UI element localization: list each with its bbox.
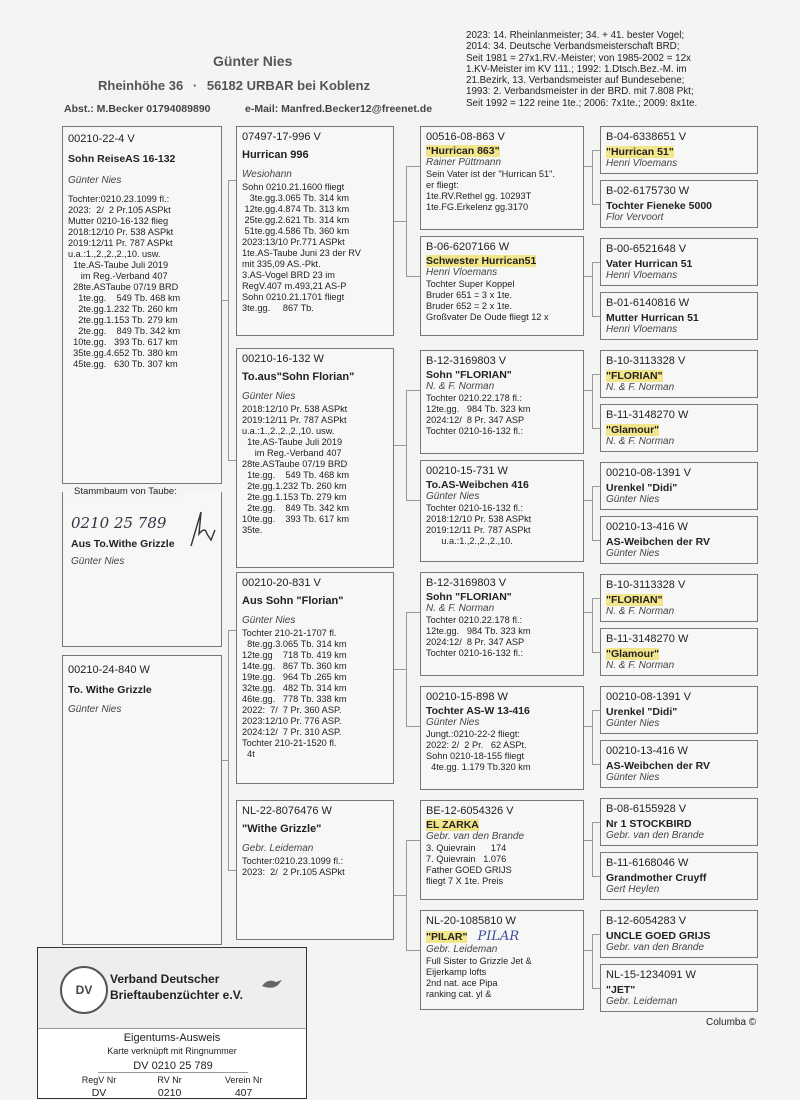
connector-line (406, 612, 407, 726)
achievement-line: 2023: 14. Rheinlanmeister; 34. + 41. bester Vogel; (466, 30, 685, 41)
ancestor-ring: NL-15-1234091 W (606, 969, 696, 981)
achievement-line: 1.KV-Meister im KV 111.; 1992: 1.Dtsch.Bez.-M. im (466, 63, 687, 75)
connector-line (406, 612, 420, 613)
ancestor-name-text: "Glamour" (606, 424, 660, 436)
great-grandparent-performance: Full Sister to Grizzle Jet & Eijerkamp lofts 2nd nat. ace Pipa ranking cat. yl & (426, 956, 532, 999)
connector-line (592, 150, 600, 151)
address-street: Rheinhöhe 36 (98, 78, 184, 93)
card-ring: DV 0210 25 789 (98, 1060, 248, 1073)
connector-line (592, 204, 600, 205)
ancestor-box (600, 462, 758, 510)
ancestor-ring: B-00-6521648 V (606, 243, 687, 255)
ancestor-box (600, 964, 758, 1012)
col2-label: RV Nr (157, 1075, 182, 1085)
connector-line (592, 764, 600, 765)
grandparent-box (236, 800, 394, 940)
great-grandparent-box (420, 800, 584, 900)
col2-value: 0210 (157, 1087, 182, 1099)
ancestor-ring: B-11-6168046 W (606, 857, 689, 869)
connector-line (592, 428, 600, 429)
ancestor-ring: 00210-13-416 W (606, 745, 688, 757)
columba-credit: Columba © (706, 1017, 757, 1028)
ancestor-breeder: Günter Nies (606, 718, 660, 729)
connector-line (584, 726, 592, 727)
ancestor-name (606, 594, 752, 606)
card-table (58, 1074, 288, 1100)
email-line: e-Mail: Manfred.Becker12@freenet.de (245, 103, 433, 115)
great-grandparent-name (426, 145, 578, 157)
ancestor-ring: B-11-3148270 W (606, 633, 689, 645)
ancestor-ring: B-10-3113328 V (606, 355, 686, 367)
ancestor-name (606, 146, 752, 158)
ancestor-name-text: Grandmother Cruyff (606, 872, 707, 884)
ancestor-ring: B-11-3148270 W (606, 409, 689, 421)
great-grandparent-breeder: Henri Vloemans (426, 267, 498, 278)
great-grandparent-name-text: "PILAR" (426, 931, 468, 943)
connector-line (394, 895, 406, 896)
great-grandparent-breeder: Rainer Püttmann (426, 157, 502, 168)
ancestor-box (600, 798, 758, 846)
great-grandparent-breeder: N. & F. Norman (426, 603, 495, 614)
connector-line (592, 934, 600, 935)
great-grandparent-ring: NL-20-1085810 W (426, 915, 516, 927)
great-grandparent-performance: Tochter 0210-16-132 fl.: 2018:12/10 Pr. 538 ASPkt 2019:12/11 Pr. 787 ASPkt u.a.:1.,2.,2.,2.,10. (426, 503, 532, 546)
great-grandparent-breeder: Günter Nies (426, 491, 480, 502)
great-grandparent-name (426, 255, 578, 267)
great-grandparent-box (420, 572, 584, 676)
col3-value: 407 (234, 1087, 253, 1099)
grandparent-ring: 00210-20-831 V (242, 577, 321, 589)
pigeon-icon (260, 976, 284, 997)
ancestor-box (600, 910, 758, 958)
connector-line (592, 486, 593, 540)
great-grandparent-name (426, 369, 578, 381)
connector-line (222, 300, 228, 301)
connector-line (592, 598, 600, 599)
ancestor-box (600, 740, 758, 788)
great-grandparent-performance: Sein Vater ist der "Hurrican 51". er fliegt: 1te.RV.Rethel gg. 10293T 1te.FG.Erkelenz gg.3170 (426, 169, 555, 212)
ancestor-name (606, 370, 752, 382)
card-subtitle: Karte verknüpft mit Ringnummer (107, 1046, 237, 1056)
great-grandparent-name-text: Sohn "FLORIAN" (426, 591, 512, 603)
ancestor-name-text: "Glamour" (606, 648, 660, 660)
great-grandparent-ring: BE-12-6054326 V (426, 805, 514, 817)
great-grandparent-performance: Tochter Super Koppel Bruder 651 = 3 x 1te. Bruder 652 = 2 x 1te. Großvater De Oude fliegt 12 x (426, 279, 549, 322)
great-grandparent-name (426, 591, 578, 603)
connector-line (584, 612, 592, 613)
connector-line (592, 374, 600, 375)
connector-line (394, 445, 406, 446)
connector-line (228, 180, 236, 181)
breeder-name: Günter Nies (213, 53, 293, 69)
great-grandparent-box (420, 910, 584, 1010)
connector-line (592, 486, 600, 487)
connector-line (592, 652, 600, 653)
ancestor-ring: 00210-08-1391 V (606, 691, 692, 703)
connector-line (592, 540, 600, 541)
org-line1: Verband Deutscher (110, 972, 220, 986)
great-grandparent-performance: 3. Quievrain 174 7. Quievrain 1.076 Father GOED GRIJS fliegt 7 X 1te. Preis (426, 843, 512, 886)
col1-label: RegV Nr (81, 1075, 117, 1085)
breeder-address (98, 78, 370, 93)
vdbz-logo-icon: DV (60, 966, 108, 1014)
ancestor-name (606, 706, 752, 718)
connector-line (592, 934, 593, 988)
ancestor-box (600, 852, 758, 900)
connector-line (406, 950, 420, 951)
col3-label: Verein Nr (224, 1075, 263, 1085)
ancestor-ring: B-02-6175730 W (606, 185, 690, 197)
connector-line (592, 316, 600, 317)
great-grandparent-breeder: N. & F. Norman (426, 381, 495, 392)
ancestor-name (606, 984, 752, 996)
ancestor-box (600, 238, 758, 286)
great-grandparent-box (420, 686, 584, 790)
ancestor-name-text: "FLORIAN" (606, 594, 663, 606)
ancestor-name (606, 424, 752, 436)
connector-line (592, 150, 593, 204)
ancestor-name (606, 200, 752, 212)
card-header (38, 948, 306, 1029)
connector-line (592, 598, 593, 652)
grandparent-name: Hurrican 996 (242, 149, 309, 161)
grandparent-breeder: Günter Nies (242, 391, 296, 402)
connector-line (592, 710, 593, 764)
signature-icon (185, 508, 219, 555)
ancestor-name-text: Urenkel "Didi" (606, 482, 678, 494)
great-grandparent-ring: B-06-6207166 W (426, 241, 510, 253)
great-grandparent-box (420, 350, 584, 454)
stammbaum-label: Stammbaum von Taube: (71, 486, 180, 497)
ancestor-breeder: N. & F. Norman (606, 436, 675, 447)
grandparent-name: Aus Sohn "Florian" (242, 595, 344, 607)
ancestor-name-text: "FLORIAN" (606, 370, 663, 382)
connector-line (406, 840, 420, 841)
father-performance: Tochter:0210.23.1099 fl.: 2023: 2/ 2 Pr.105 ASPkt Mutter 0210-16-132 flieg 2018:12/10 Pr. 538 ASPkt 2019:12/11 Pr. 787 ASPkt u.a.:1.,2.,2.,2.,10. usw. 1te.AS-Taube Juli 2019 im Reg.-Verband 407 28te.ASTaube 07/19 BRD 1te.gg. 549 Tb. 468 km 2te.gg.1.232 Tb. 260 km 2te.gg.1.153 Tb. 279 km 2te.gg. 849 Tb. 342 km 10te.gg. 393 Tb. 617 km 35te.gg.4.652 Tb. 380 km 45te.gg. 630 Tb. 307 km (68, 194, 181, 369)
grandparent-performance: Tochter 210-21-1707 fl. 8te.gg.3.065 Tb. 314 km 12te.gg 718 Tb. 419 km 14te.gg. 867 Tb. 360 km 19te.gg. 964 Tb .265 km 32te.gg. 482 Tb. 314 km 46te.gg. 778 Tb. 338 km 2022: 7/ 7 Pr. 360 ASP. 2023:12/10 Pr. 776 ASP. 2024:12/ 7 Pr. 310 ASP. Tochter 210-21-1520 fl. 4t (242, 628, 347, 759)
ancestor-name (606, 872, 752, 884)
great-grandparent-name-text: EL ZARKA (426, 819, 479, 831)
grandparent-ring: 07497-17-996 V (242, 131, 321, 143)
ring-handwritten: 0210 25 789 (71, 514, 167, 532)
connector-line (592, 374, 593, 428)
connector-line (592, 710, 600, 711)
connector-line (406, 726, 420, 727)
ancestor-box (600, 180, 758, 228)
connector-line (406, 166, 420, 167)
stammbaum-breeder: Günter Nies (71, 556, 125, 567)
connector-line (394, 221, 406, 222)
grandparent-breeder: Günter Nies (242, 615, 296, 626)
connector-line (228, 630, 229, 870)
ancestor-name (606, 648, 752, 660)
ancestor-breeder: Gebr. van den Brande (606, 942, 705, 953)
ancestor-breeder: Günter Nies (606, 548, 660, 559)
ancestor-name-text: Tochter Fieneke 5000 (606, 200, 713, 212)
grandparent-box (236, 572, 394, 784)
connector-line (592, 822, 600, 823)
great-grandparent-box (420, 236, 584, 336)
connector-line (406, 390, 407, 500)
achievement-line: Seit 1992 = 122 reine 1te.; 2006: 7x1te.; 2009: 8x1te. (466, 97, 698, 109)
grandparent-performance: Tochter:0210.23.1099 fl.: 2023: 2/ 2 Pr.105 ASPkt (242, 856, 345, 877)
great-grandparent-breeder: Gebr. Leideman (426, 944, 498, 955)
father-name: Sohn ReiseAS 16-132 (68, 153, 176, 165)
connector-line (228, 870, 236, 871)
ancestor-ring: B-08-6155928 V (606, 803, 687, 815)
ancestor-name (606, 760, 752, 772)
ancestor-name (606, 312, 752, 324)
ancestor-ring: B-04-6338651 V (606, 131, 687, 143)
ancestor-name (606, 818, 752, 830)
great-grandparent-name-text: "Hurrican 863" (426, 145, 500, 157)
connector-line (584, 390, 592, 391)
handwritten-note: PILAR (477, 929, 520, 944)
grandparent-ring: NL-22-8076476 W (242, 805, 332, 817)
ancestor-name-text: Vater Hurrican 51 (606, 258, 693, 270)
grandparent-box (236, 348, 394, 568)
ancestor-ring: B-10-3113328 V (606, 579, 686, 591)
connector-line (406, 276, 420, 277)
ancestor-name (606, 930, 752, 942)
great-grandparent-name (426, 929, 578, 944)
mother-breeder: Günter Nies (68, 704, 122, 715)
ancestor-box (600, 404, 758, 452)
connector-line (406, 840, 407, 950)
ancestor-breeder: Günter Nies (606, 494, 660, 505)
sender-line: Abst.: M.Becker 01794089890 (64, 103, 211, 115)
mother-name: To. Withe Grizzle (68, 684, 152, 696)
ancestor-name-text: Mutter Hurrican 51 (606, 312, 699, 324)
ancestor-box (600, 574, 758, 622)
ancestor-breeder: Henri Vloemans (606, 324, 678, 335)
ancestor-name-text: "JET" (606, 984, 636, 996)
stammbaum-box (62, 486, 222, 647)
great-grandparent-performance: Tochter 0210.22.178 fl.: 12te.gg. 984 Tb. 323 km 2024:12/ 8 Pr. 347 ASP Tochter 0210-16-132 fl.: (426, 615, 531, 658)
ancestor-name-text: Nr 1 STOCKBIRD (606, 818, 692, 830)
connector-line (592, 822, 593, 876)
grandparent-name: "Withe Grizzle" (242, 823, 322, 835)
connector-line (228, 460, 236, 461)
connector-line (222, 760, 228, 761)
ancestor-ring: B-01-6140816 W (606, 297, 690, 309)
achievement-line: 21.Bezirk, 13. Verbandsmeister auf Bundesebene; (466, 75, 685, 87)
great-grandparent-performance: Jungt.:0210-22-2 fliegt: 2022: 2/ 2 Pr. 62 ASPt. Sohn 0210-18-155 fliegt 4te.gg. 1.179 Tb.320 km (426, 729, 531, 772)
connector-line (592, 262, 593, 316)
ancestor-name-text: Urenkel "Didi" (606, 706, 678, 718)
ancestor-breeder: Gebr. van den Brande (606, 830, 705, 841)
ancestor-breeder: Henri Vloemans (606, 158, 678, 169)
connector-line (592, 988, 600, 989)
achievement-line: 1993: 2. Verbandsmeister in der BRD. mit 7.808 Pkt; (466, 86, 694, 98)
great-grandparent-name (426, 479, 578, 491)
grandparent-box (236, 126, 394, 336)
ancestor-box (600, 292, 758, 340)
great-grandparent-box (420, 126, 584, 230)
grandparent-performance: Sohn 0210.21.1600 fliegt 3te.gg.3.065 Tb. 314 km 12te.gg.4.874 Tb. 313 km 25te.gg.2.621 Tb. 314 km 51te.gg.4.586 Tb. 360 km 2023:13/10 Pr.771 ASPkt 1te.AS-Taube Juni 23 der RV mit 335,09 AS.-Pkt. 3.AS-Vogel BRD 23 im RegV.407 m.493,21 AS-P Sohn 0210.21.1701 fliegt 3te.gg. 867 Tb. (242, 182, 361, 313)
mother-main-box (62, 655, 222, 945)
connector-line (228, 180, 229, 460)
ancestor-name-text: AS-Weibchen der RV (606, 536, 711, 548)
ancestor-box (600, 628, 758, 676)
connector-line (406, 500, 420, 501)
ancestor-breeder: Gebr. Leideman (606, 996, 678, 1007)
grandparent-performance: 2018:12/10 Pr. 538 ASPkt 2019:12/11 Pr. 787 ASPkt u.a.:1.,2.,2.,2.,10. usw. 1te.AS-Taube Juli 2019 im Reg.-Verband 407 28te.ASTaube 07/19 BRD 1te.gg. 549 Tb. 468 km 2te.gg.1.232 Tb. 260 km 2te.gg.1.153 Tb. 279 km 2te.gg. 849 Tb. 342 km 10te.gg. 393 Tb. 617 km 35te. (242, 404, 350, 535)
great-grandparent-ring: 00210-15-898 W (426, 691, 508, 703)
great-grandparent-ring: B-12-3169803 V (426, 355, 507, 367)
great-grandparent-performance: Tochter 0210.22.178 fl.: 12te.gg. 984 Tb. 323 km 2024:12/ 8 Pr. 347 ASP Tochter 0210-16-132 fl.: (426, 393, 531, 436)
mother-ring: 00210-24-840 W (68, 664, 150, 676)
achievements-list (466, 30, 786, 109)
connector-line (584, 500, 592, 501)
ancestor-breeder: N. & F. Norman (606, 660, 675, 671)
connector-line (584, 276, 592, 277)
ancestor-ring: B-12-6054283 V (606, 915, 687, 927)
great-grandparent-name-text: Tochter AS-W 13-416 (426, 705, 530, 717)
connector-line (584, 166, 592, 167)
connector-line (584, 840, 592, 841)
grandparent-name: To.aus"Sohn Florian" (242, 371, 355, 383)
ancestor-box (600, 686, 758, 734)
address-separator: · (192, 78, 198, 93)
great-grandparent-breeder: Gebr. van den Brande (426, 831, 525, 842)
connector-line (406, 390, 420, 391)
ancestor-breeder: N. & F. Norman (606, 606, 675, 617)
ancestor-name-text: "Hurrican 51" (606, 146, 674, 158)
ancestor-name (606, 536, 752, 548)
father-main-box (62, 126, 222, 484)
ancestor-breeder: Henri Vloemans (606, 270, 678, 281)
connector-line (592, 876, 600, 877)
great-grandparent-breeder: Günter Nies (426, 717, 480, 728)
ancestor-breeder: Flor Vervoort (606, 212, 664, 223)
ancestor-name-text: AS-Weibchen der RV (606, 760, 711, 772)
great-grandparent-name-text: To.AS-Weibchen 416 (426, 479, 529, 491)
ancestor-name (606, 482, 752, 494)
address-city: 56182 URBAR bei Koblenz (206, 78, 371, 93)
connector-line (394, 669, 406, 670)
ancestor-name-text: UNCLE GOED GRIJS (606, 930, 711, 942)
great-grandparent-box (420, 460, 584, 562)
father-breeder: Günter Nies (68, 175, 122, 186)
connector-line (592, 262, 600, 263)
col1-value: DV (91, 1087, 107, 1099)
ancestor-box (600, 516, 758, 564)
connector-line (228, 630, 236, 631)
great-grandparent-name-text: Sohn "FLORIAN" (426, 369, 512, 381)
connector-line (406, 166, 407, 276)
ancestor-ring: 00210-13-416 W (606, 521, 688, 533)
ancestor-breeder: N. & F. Norman (606, 382, 675, 393)
connector-line (584, 950, 592, 951)
ancestor-breeder: Gert Heylen (606, 884, 660, 895)
ancestor-breeder: Günter Nies (606, 772, 660, 783)
grandparent-breeder: Gebr. Leideman (242, 843, 314, 854)
achievement-line: Seit 1981 = 27x1.RV.-Meister; von 1985-2002 = 12x (466, 52, 691, 64)
ownership-card (37, 947, 307, 1099)
stammbaum-name: Aus To.Withe Grizzle (71, 538, 175, 550)
great-grandparent-ring: 00210-15-731 W (426, 465, 508, 477)
ancestor-box (600, 350, 758, 398)
grandparent-breeder: Wesiohann (242, 169, 292, 180)
great-grandparent-name (426, 705, 578, 717)
grandparent-ring: 00210-16-132 W (242, 353, 324, 365)
ancestor-box (600, 126, 758, 174)
great-grandparent-ring: 00516-08-863 V (426, 131, 505, 143)
org-line2: Brieftaubenzüchter e.V. (110, 988, 243, 1002)
ancestor-name (606, 258, 752, 270)
great-grandparent-name-text: Schwester Hurrican51 (426, 255, 537, 267)
great-grandparent-ring: B-12-3169803 V (426, 577, 507, 589)
great-grandparent-name (426, 819, 578, 831)
father-ring: 00210-22-4 V (68, 133, 135, 145)
achievement-line: 2014: 34. Deutsche Verbandsmeisterschaft BRD; (466, 41, 680, 53)
ancestor-ring: 00210-08-1391 V (606, 467, 692, 479)
card-title: Eigentums-Ausweis (123, 1032, 221, 1044)
